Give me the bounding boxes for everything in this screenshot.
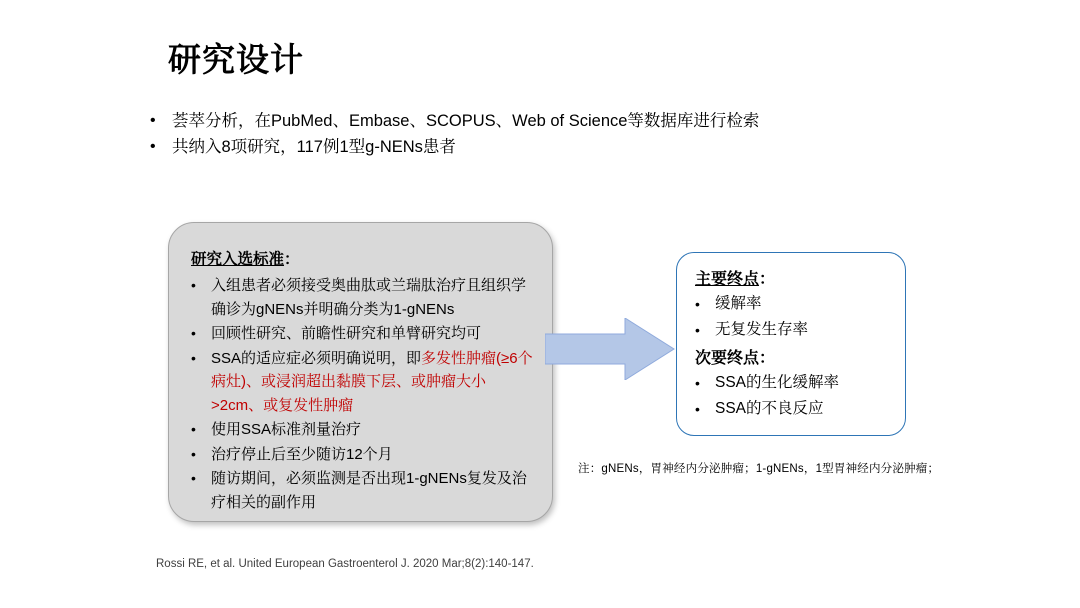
bullet-marker-icon: •	[150, 112, 156, 129]
arrow-right-icon	[545, 318, 675, 380]
list-item	[191, 467, 536, 514]
intro-bullet-list	[150, 108, 970, 160]
endpoints-content	[695, 266, 895, 422]
list-item	[695, 370, 895, 396]
inclusion-criteria-heading-colon: ：	[284, 251, 300, 268]
bullet-marker-icon: •	[695, 401, 700, 417]
flow-arrow	[545, 318, 675, 380]
bullet-marker-icon: •	[695, 322, 700, 338]
list-item	[695, 396, 895, 422]
page-title: 研究设计	[168, 41, 304, 78]
list-item	[150, 108, 970, 134]
bullet-marker-icon: •	[695, 296, 700, 312]
criteria-text: SSA的适应症必须明确说明，即	[211, 349, 422, 367]
list-item	[150, 134, 970, 160]
criteria-text-with-highlight	[211, 347, 536, 418]
bullet-text: 荟萃分析，在PubMed、Embase、SCOPUS、Web of Science等数据库进行检索	[172, 112, 760, 130]
endpoint-text: SSA的生化缓解率	[715, 374, 840, 391]
bullet-marker-icon: •	[191, 349, 196, 366]
bullet-text: 共纳入8项研究，117例1型g-NENs患者	[172, 138, 456, 156]
list-item	[191, 322, 536, 346]
endpoint-text: 缓解率	[715, 295, 762, 312]
criteria-text: 使用SSA标准剂量治疗	[211, 421, 362, 438]
inclusion-criteria-content	[191, 247, 536, 515]
inclusion-criteria-box	[168, 222, 553, 522]
bullet-marker-icon: •	[191, 470, 196, 486]
criteria-text: 随访期间，必须监测是否出现1-gNENs复发及治疗相关的副作用	[211, 470, 527, 511]
bullet-marker-icon: •	[695, 375, 700, 391]
bullet-marker-icon: •	[191, 277, 196, 293]
secondary-endpoint-heading	[695, 345, 895, 368]
inclusion-criteria-heading-text: 研究入选标准	[191, 251, 285, 268]
criteria-text: 入组患者必须接受奥曲肽或兰瑞肽治疗且组织学确诊为gNENs并明确分类为1-gNENs	[211, 277, 527, 318]
criteria-text: 治疗停止后至少随访12个月	[211, 445, 393, 463]
list-item	[191, 418, 536, 442]
secondary-endpoint-heading-text: 次要终点	[695, 350, 760, 367]
secondary-endpoint-heading-colon: ：	[759, 350, 776, 367]
bullet-marker-icon: •	[191, 325, 196, 341]
criteria-list	[191, 274, 536, 514]
endpoints-box	[676, 252, 906, 436]
list-item	[191, 443, 536, 467]
primary-endpoint-heading	[695, 266, 895, 289]
list-item	[695, 291, 895, 317]
criteria-highlight-text: 多发性肿瘤(≥6个病灶)、或浸润超出黏膜下层、或肿瘤大小>2cm、或复发性肿瘤	[211, 349, 533, 414]
bullet-marker-icon: •	[191, 421, 196, 437]
primary-endpoint-heading-text: 主要终点	[695, 271, 760, 288]
list-item	[695, 317, 895, 343]
list-item	[191, 274, 536, 321]
primary-endpoint-heading-colon: ：	[759, 271, 776, 288]
bullet-marker-icon: •	[191, 445, 196, 462]
endpoint-text: 无复发生存率	[715, 321, 809, 338]
list-item	[191, 347, 536, 418]
endpoint-text: SSA的不良反应	[715, 400, 824, 417]
footnote: 注：gNENs，胃神经内分泌肿瘤；1-gNENs，1型胃神经内分泌肿瘤；	[578, 463, 940, 475]
inclusion-criteria-heading	[191, 247, 536, 269]
bullet-marker-icon: •	[150, 138, 156, 155]
criteria-text: 回顾性研究、前瞻性研究和单臂研究均可	[211, 325, 482, 342]
source-citation: Rossi RE, et al. United European Gastroenterol J. 2020 Mar;8(2):140-147.	[156, 558, 534, 570]
